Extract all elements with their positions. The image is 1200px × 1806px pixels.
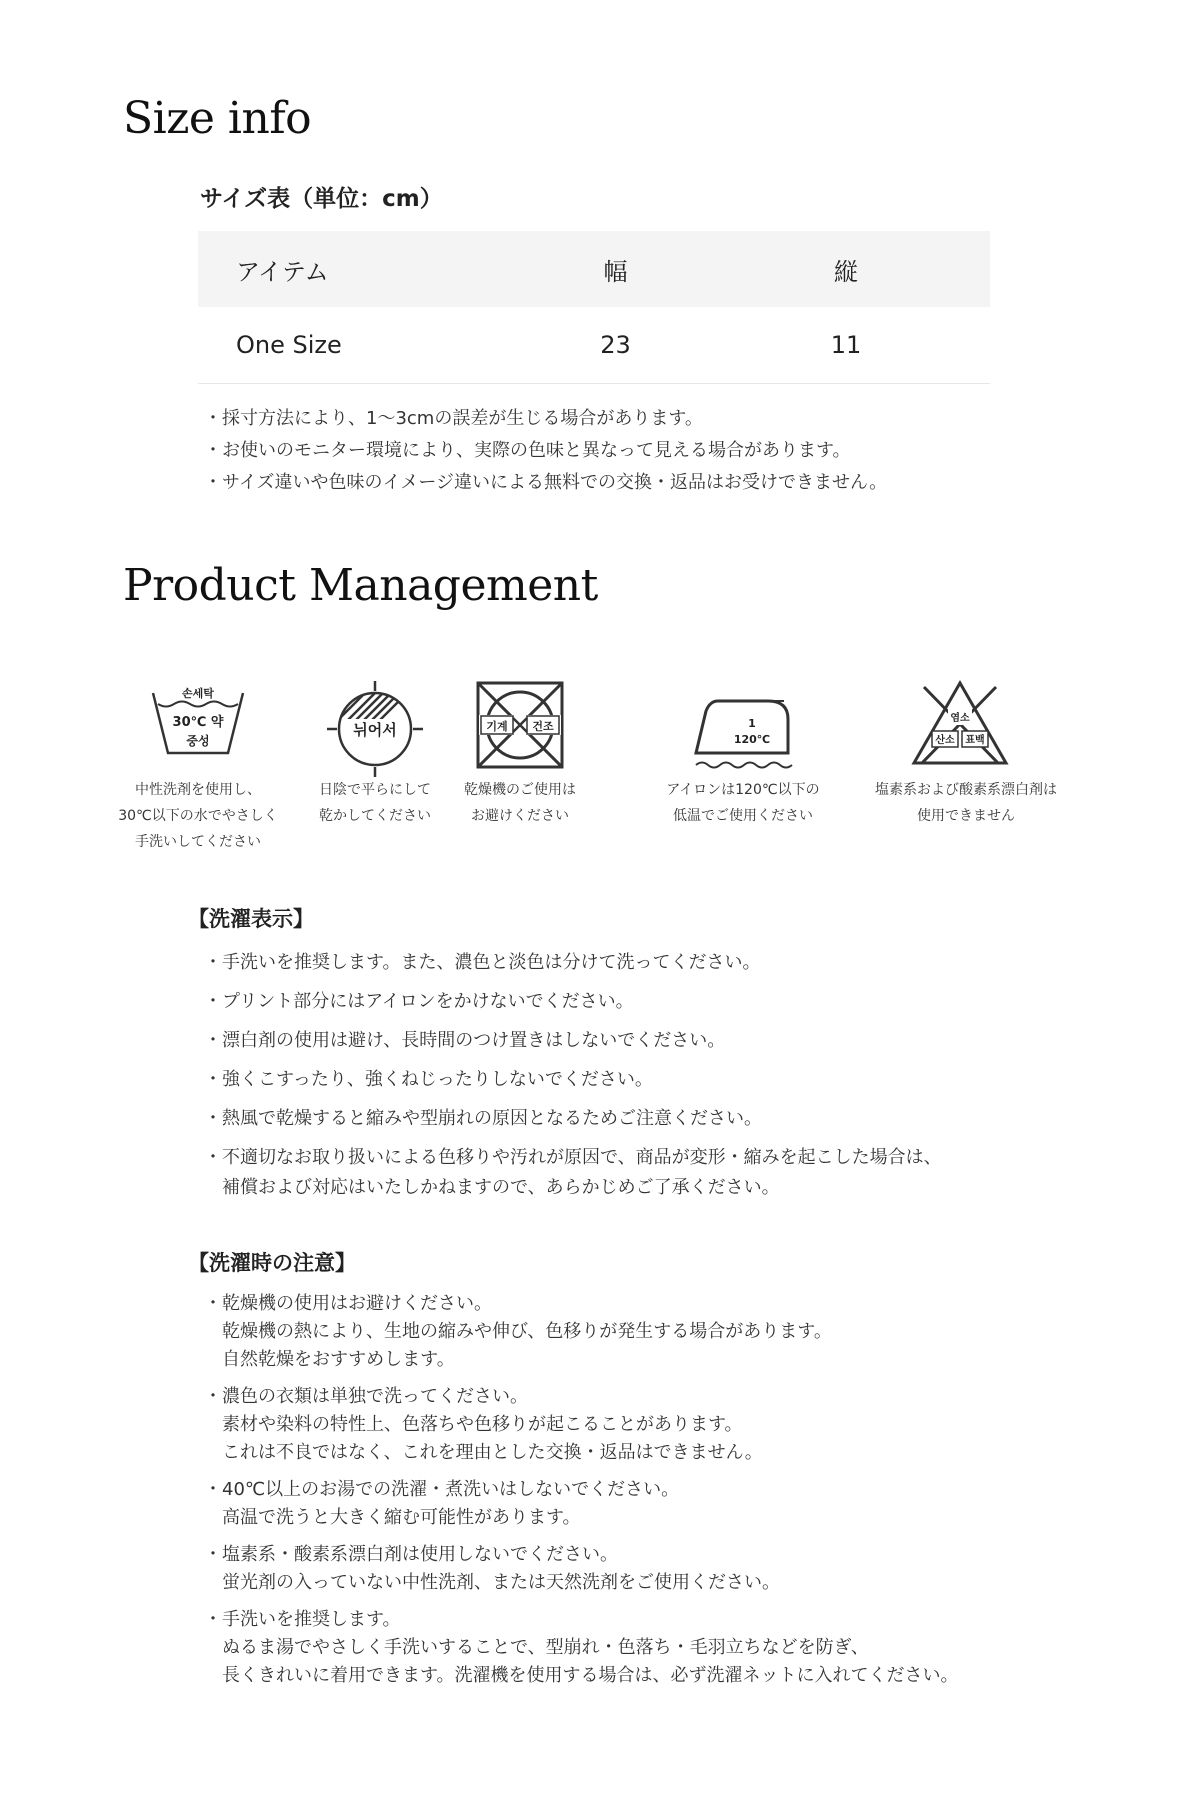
symbol-text: 30℃ 약 xyxy=(172,715,224,730)
list-item-text: ・濃色の衣類は単独で洗ってください。 xyxy=(204,1386,528,1407)
header-height: 縦 xyxy=(834,257,858,286)
symbol-text: 120℃ xyxy=(733,733,771,746)
list-item-continuation: ぬるま湯でやさしく手洗いすることで、型崩れ・色落ち・毛羽立ちなどを防ぎ、 xyxy=(222,1637,869,1658)
size-note: ・サイズ違いや色味のイメージ違いによる無料での交換・返品はお受けできません。 xyxy=(204,472,888,493)
list-item-continuation: 長くきれいに着用できます。洗濯機を使用する場合は、必ず洗濯ネットに入れてください。 xyxy=(222,1665,959,1686)
list-item xyxy=(204,987,942,1017)
size-table xyxy=(198,231,990,384)
size-notes xyxy=(204,403,887,499)
header-item: アイテム xyxy=(236,257,329,286)
care-caption: 日陰で平らにして 乾かしてください xyxy=(319,782,431,824)
symbol-text: 산소 xyxy=(935,735,955,746)
list-item-text: ・手洗いを推奨します。 xyxy=(204,1609,401,1630)
list-item-continuation: これは不良ではなく、これを理由とした交換・返品はできません。 xyxy=(222,1442,763,1463)
symbol-text: 표백 xyxy=(965,735,985,746)
list-item-text: ・漂白剤の使用は避け、長時間のつけ置きはしないでください。 xyxy=(204,1030,726,1051)
list-item-text: ・強くこすったり、強くねじったりしないでください。 xyxy=(204,1069,653,1090)
wash-caution-heading: 【洗濯時の注意】 xyxy=(188,1251,356,1275)
size-table-caption: サイズ表（単位：cm） xyxy=(200,186,443,212)
symbol-text: 뉘어서 xyxy=(353,721,397,739)
care-caption: 乾燥機のご使用は お避けください xyxy=(464,782,576,824)
list-item-text: ・40℃以上のお湯での洗濯・煮洗いはしないでください。 xyxy=(204,1479,680,1500)
list-item xyxy=(204,1476,959,1532)
list-item-text: ・不適切なお取り扱いによる色移りや汚れが原因で、商品が変形・縮みを起こした場合は、 xyxy=(204,1147,942,1168)
list-item xyxy=(204,1143,942,1203)
table-row xyxy=(198,307,990,384)
list-item xyxy=(204,948,942,978)
symbol-text: 중성 xyxy=(186,734,210,748)
symbol-text: 기계 xyxy=(486,720,508,733)
list-item-text: ・手洗いを推奨します。また、濃色と淡色は分けて洗ってください。 xyxy=(204,952,761,973)
product-management-title: Product Management xyxy=(123,560,598,611)
list-item xyxy=(204,1026,942,1056)
no-tumble-dry-icon xyxy=(475,680,565,770)
symbol-text: 건조 xyxy=(532,720,554,733)
no-bleach-icon xyxy=(908,677,1012,773)
list-item xyxy=(204,1541,959,1597)
care-caption: アイロンは120℃以下の 低温でご使用ください xyxy=(666,782,820,824)
size-info-title: Size info xyxy=(123,93,312,144)
list-item xyxy=(204,1065,942,1095)
dry-flat-shade-icon xyxy=(325,679,425,779)
list-item-text: ・乾燥機の使用はお避けください。 xyxy=(204,1293,492,1314)
list-item-continuation: 乾燥機の熱により、生地の縮みや伸び、色移りが発生する場合があります。 xyxy=(222,1321,832,1342)
list-item-continuation: 自然乾燥をおすすめします。 xyxy=(222,1349,455,1370)
symbol-text: 염소 xyxy=(950,713,970,724)
list-item-text: ・プリント部分にはアイロンをかけないでください。 xyxy=(204,991,634,1012)
list-item-text: ・塩素系・酸素系漂白剤は使用しないでください。 xyxy=(204,1544,618,1565)
list-item-continuation: 補償および対応はいたしかねますので、あらかじめご了承ください。 xyxy=(222,1177,780,1198)
care-caption: 中性洗剤を使用し、 30℃以下の水でやさしく 手洗いしてください xyxy=(118,782,278,850)
list-item xyxy=(204,1383,959,1467)
wash-caution-list xyxy=(204,1290,959,1699)
care-caption: 塩素系および酸素系漂白剤は 使用できません xyxy=(875,782,1057,824)
cell-item-name: One Size xyxy=(236,331,342,359)
wash-label-list xyxy=(204,948,942,1212)
size-table-header-row xyxy=(198,231,990,307)
list-item-continuation: 蛍光剤の入っていない中性洗剤、または天然洗剤をご使用ください。 xyxy=(222,1572,780,1593)
header-width: 幅 xyxy=(603,257,628,286)
symbol-text: 1 xyxy=(748,717,756,730)
list-item xyxy=(204,1606,959,1690)
list-item xyxy=(204,1290,959,1374)
iron-low-temp-icon xyxy=(688,683,798,773)
cell-height: 11 xyxy=(830,331,862,359)
hand-wash-basin-icon xyxy=(148,683,248,773)
symbol-text: 손세탁 xyxy=(182,687,214,700)
list-item-continuation: 素材や染料の特性上、色落ちや色移りが起こることがあります。 xyxy=(222,1414,743,1435)
list-item-text: ・熱風で乾燥すると縮みや型崩れの原因となるためご注意ください。 xyxy=(204,1108,762,1129)
list-item xyxy=(204,1104,942,1134)
wash-label-heading: 【洗濯表示】 xyxy=(188,907,314,931)
size-note: ・採寸方法により、1〜3cmの誤差が生じる場合があります。 xyxy=(204,408,703,429)
list-item-continuation: 高温で洗うと大きく縮む可能性があります。 xyxy=(222,1507,581,1528)
cell-width: 23 xyxy=(600,331,631,359)
size-note: ・お使いのモニター環境により、実際の色味と異なって見える場合があります。 xyxy=(204,440,851,461)
